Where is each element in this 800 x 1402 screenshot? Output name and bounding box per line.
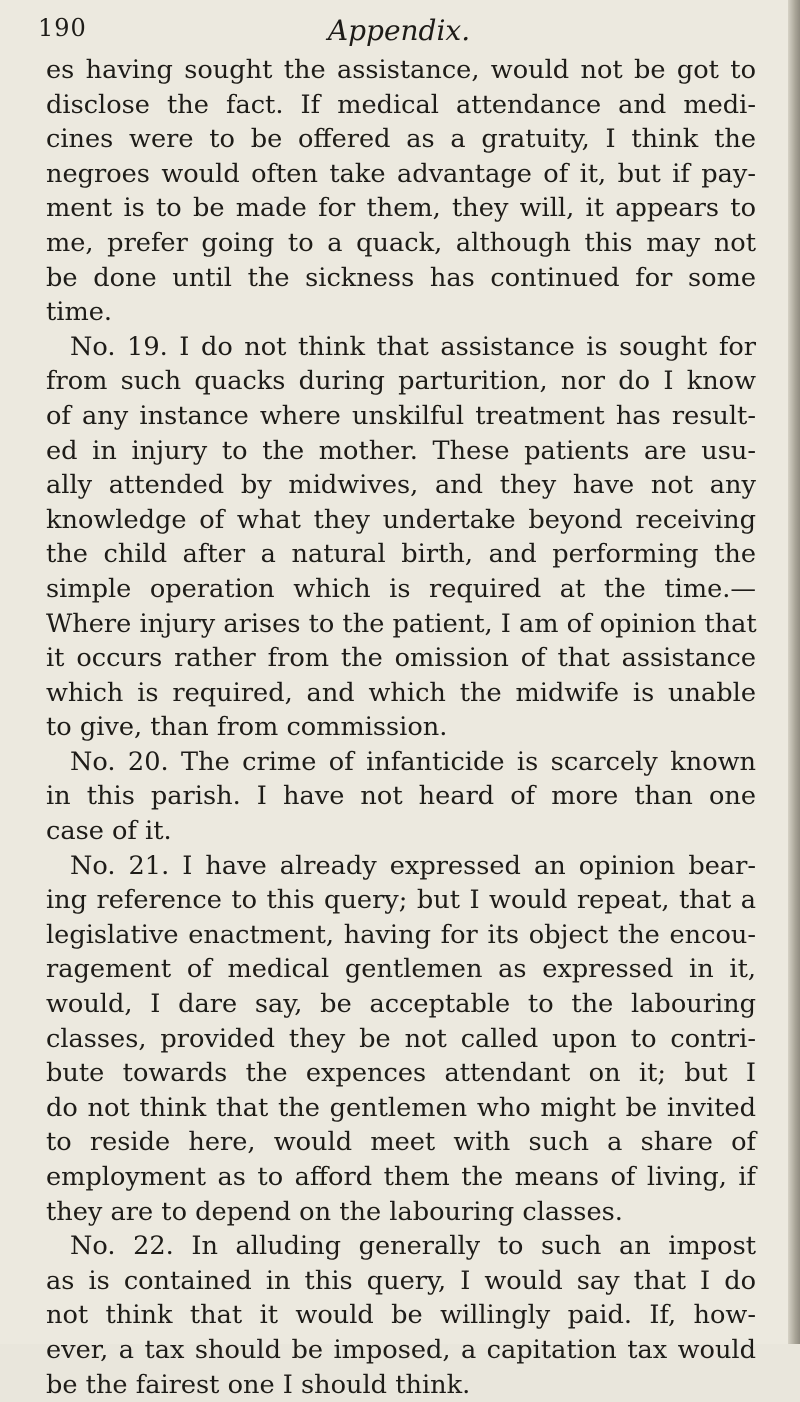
text-line: employment as to afford them the means of living, if (46, 1162, 756, 1192)
text-line: No. 20. The crime of infanticide is scarcely known (70, 746, 756, 777)
page-header (38, 14, 760, 50)
text-line: No. 22. In alluding generally to such an impost (70, 1231, 756, 1262)
page-number: 190 (38, 14, 87, 42)
text-line: ever, a tax should be imposed, a capitation tax would (46, 1334, 756, 1365)
text-line: classes, provided they be not called upon to contri- (46, 1023, 756, 1054)
text-line: disclose the fact. If medical attendance and medi- (46, 89, 756, 120)
text-line: ragement of medical gentlemen as expressed in it, (46, 954, 756, 985)
text-line: ment is to be made for them, they will, it appears to (46, 193, 756, 224)
text-line: ed in injury to the mother. These patients are usu- (46, 435, 756, 466)
text-line: to give, than from commission. (46, 712, 448, 743)
text-line: es having sought the assistance, would not be got to (46, 55, 756, 85)
text-line: they are to depend on the labouring classes. (46, 1196, 623, 1227)
text-line: ing reference to this query; but I would repeat, that a (46, 885, 756, 916)
text-line: No. 19. I do not think that assistance is sought for (70, 331, 756, 362)
text-line: me, prefer going to a quack, although this may not (46, 227, 756, 258)
running-title: Appendix. (327, 14, 471, 47)
text-line: the child after a natural birth, and performing the (46, 539, 756, 570)
text-line: cines were to be offered as a gratuity, I think the (46, 124, 756, 155)
text-line: negroes would often take advantage of it, but if pay- (46, 158, 756, 189)
text-line: to reside here, would meet with such a share of (46, 1127, 756, 1158)
text-line: be done until the sickness has continued for some (46, 262, 756, 293)
body-text (46, 53, 756, 1402)
text-line: No. 21. I have already expressed an opinion bear- (70, 850, 756, 881)
text-line: as is contained in this query, I would say that I do (46, 1265, 756, 1296)
text-line: be the fairest one I should think. (46, 1369, 471, 1400)
text-line: not think that it would be willingly paid. If, how- (46, 1300, 756, 1331)
text-line: case of it. (46, 816, 172, 847)
text-line: do not think that the gentlemen who might be invited (46, 1092, 756, 1123)
text-line: in this parish. I have not heard of more than one (46, 781, 756, 812)
text-line: which is required, and which the midwife is unable (46, 677, 756, 708)
text-line: legislative enactment, having for its object the encou- (46, 919, 756, 950)
text-line: simple operation which is required at the time.— (46, 573, 756, 604)
text-line: knowledge of what they undertake beyond receiving (46, 504, 756, 535)
text-line: of any instance where unskilful treatment has result- (46, 400, 756, 431)
text-line: bute towards the expences attendant on it; but I (46, 1058, 756, 1089)
text-line: Where injury arises to the patient, I am of opinion that (46, 608, 757, 639)
text-line: from such quacks during parturition, nor do I know (46, 366, 756, 397)
text-line: it occurs rather from the omission of that assistance (46, 643, 756, 674)
text-line: ally attended by midwives, and they have not any (46, 470, 756, 501)
text-line: would, I dare say, be acceptable to the labouring (46, 989, 756, 1020)
text-line: time. (46, 297, 113, 328)
page-edge (788, 0, 800, 1344)
